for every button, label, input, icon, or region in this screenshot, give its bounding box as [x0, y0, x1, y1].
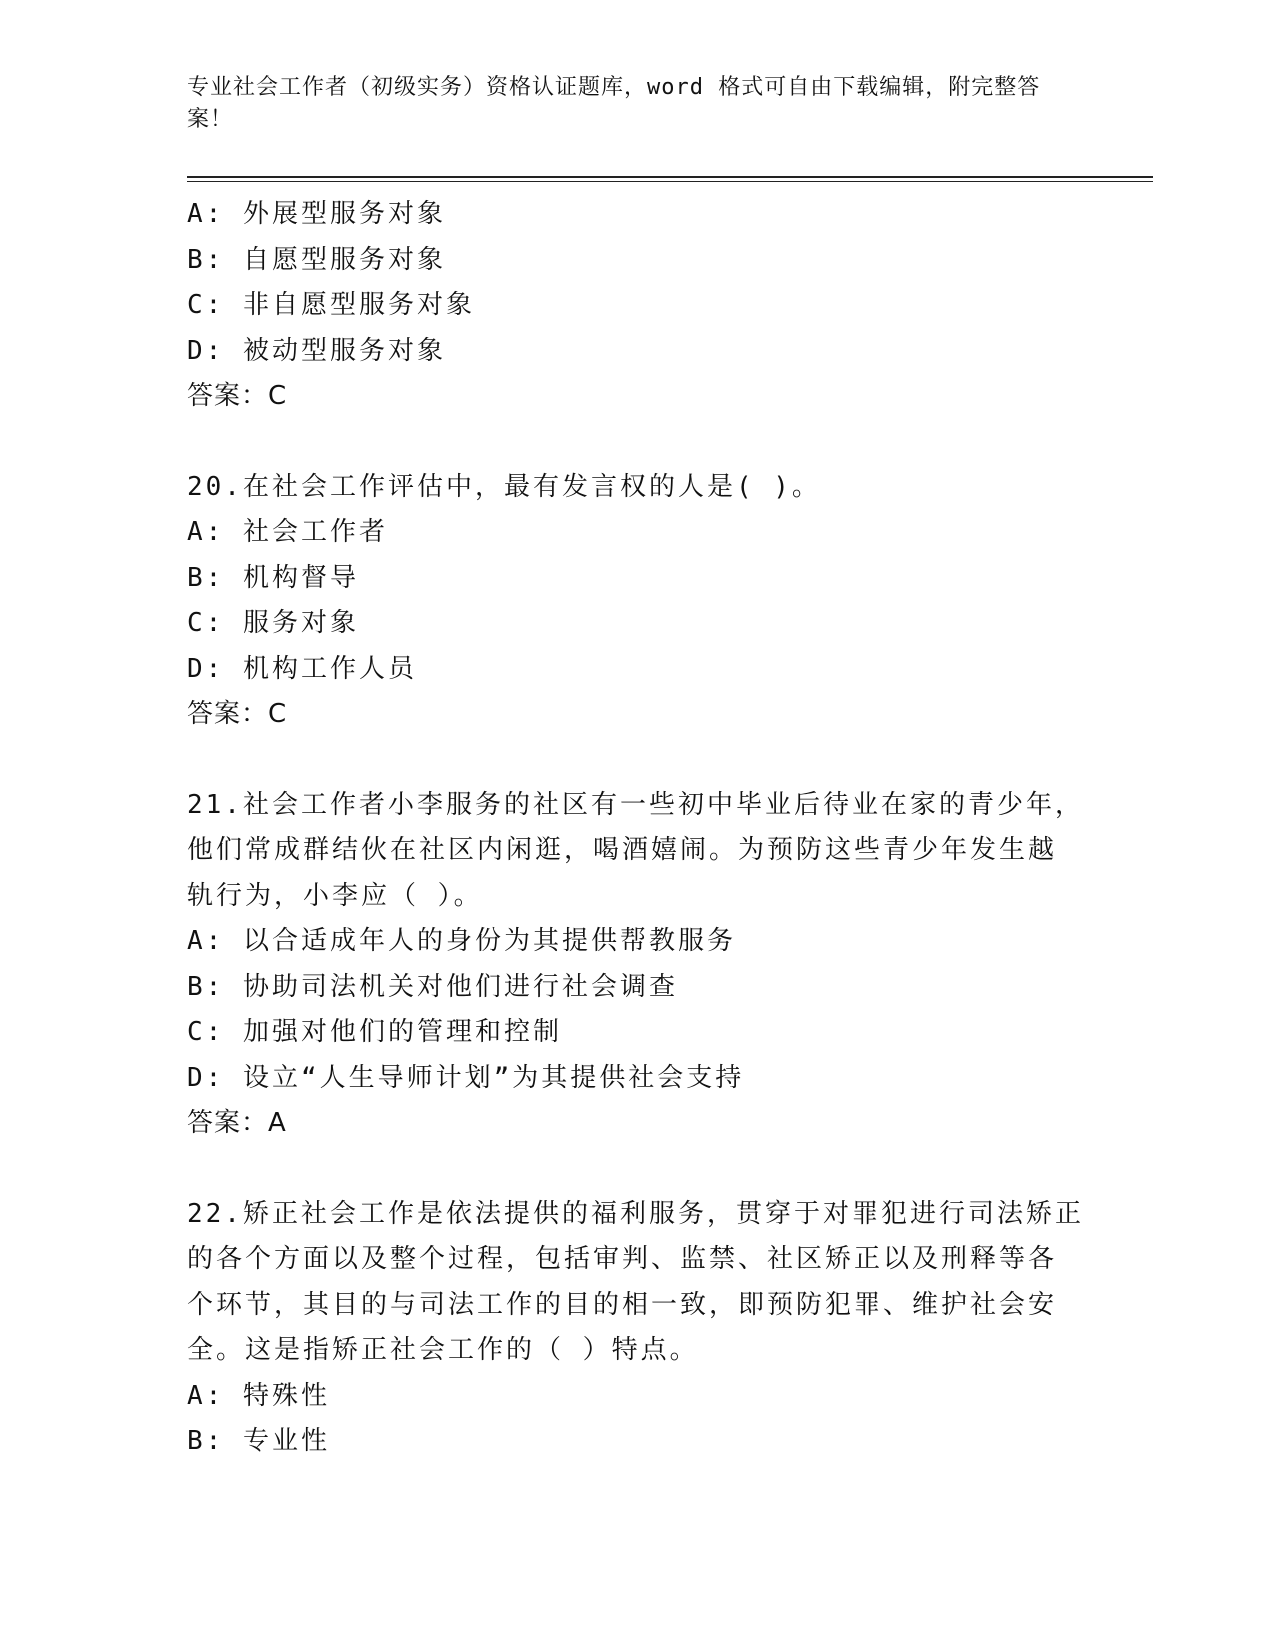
option-a: A: 外展型服务对象	[187, 199, 446, 229]
question-19-block	[187, 192, 1087, 420]
answer-text: 答案：C	[187, 699, 288, 729]
option-b: B: 专业性	[187, 1426, 330, 1456]
answer-text: 答案：C	[187, 381, 288, 411]
option-c: C: 服务对象	[187, 608, 359, 638]
option-a: A: 以合适成年人的身份为其提供帮教服务	[187, 926, 736, 956]
answer-text: 答案：A	[187, 1108, 287, 1138]
spacer	[187, 420, 1087, 465]
question-text-line-1: 21.社会工作者小李服务的社区有一些初中毕业后待业在家的青少年，	[187, 789, 1084, 820]
question-text-line-2: 他们常成群结伙在社区内闲逛，喝酒嬉闹。为预防这些青少年发生越	[187, 835, 1058, 865]
question-text-line-3: 个环节，其目的与司法工作的目的相一致，即预防犯罪、维护社会安	[187, 1289, 1058, 1320]
header-rule-thin	[187, 181, 1153, 182]
option-d: D: 机构工作人员	[187, 653, 417, 684]
question-text-line-3: 轨行为，小李应（ ）。	[187, 880, 483, 911]
question-text-line-1: 22.矫正社会工作是依法提供的福利服务，贯穿于对罪犯进行司法矫正	[187, 1198, 1084, 1229]
option-c: C: 非自愿型服务对象	[187, 290, 475, 320]
spacer	[187, 1147, 1087, 1192]
question-20-block	[187, 465, 1087, 738]
question-text: 20.在社会工作评估中，最有发言权的人是( )。	[187, 471, 821, 502]
header-rule-thick	[187, 176, 1153, 178]
option-b: B: 协助司法机关对他们进行社会调查	[187, 971, 678, 1002]
option-d: D: 设立“人生导师计划”为其提供社会支持	[187, 1062, 745, 1093]
option-a: A: 特殊性	[187, 1380, 330, 1411]
option-d: D: 被动型服务对象	[187, 335, 446, 366]
option-a: A: 社会工作者	[187, 517, 388, 547]
option-c: C: 加强对他们的管理和控制	[187, 1017, 562, 1047]
question-content	[187, 192, 1087, 1465]
question-text-line-2: 的各个方面以及整个过程，包括审判、监禁、社区矫正以及刑释等各	[187, 1244, 1058, 1274]
question-21-block	[187, 783, 1087, 1147]
question-text-line-4: 全。这是指矫正社会工作的（ ）特点。	[187, 1335, 699, 1365]
spacer	[187, 738, 1087, 783]
question-22-block	[187, 1192, 1087, 1465]
option-b: B: 自愿型服务对象	[187, 244, 446, 275]
option-b: B: 机构督导	[187, 562, 359, 593]
document-header: 专业社会工作者（初级实务）资格认证题库，word 格式可自由下载编辑，附完整答案！	[187, 75, 1041, 132]
